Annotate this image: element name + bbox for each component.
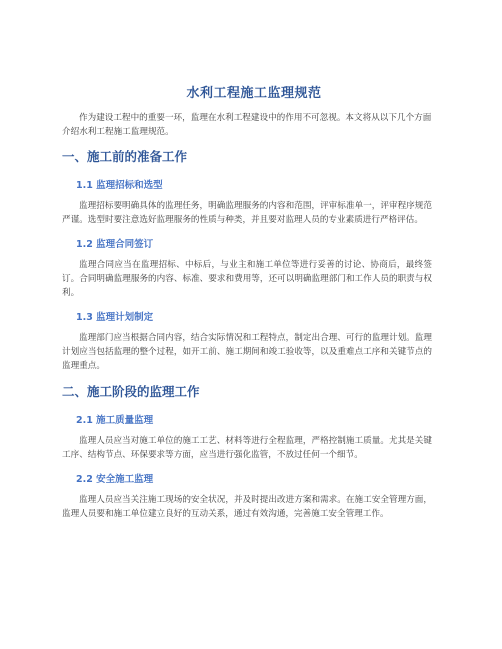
document-title: 水利工程施工监理规范 [186,86,322,101]
subsection-2-2 [62,471,432,521]
section-1 [62,147,432,373]
subsection-heading: 2.1 施工质量监理 [76,415,154,426]
subsection-heading: 1.2 监理合同签订 [76,239,154,250]
subsection-heading: 1.3 监理计划制定 [76,312,154,323]
subsection-2-1 [62,412,432,462]
subsection-paragraph: 监理部门应当根据合同内容，结合实际情况和工程特点，制定出合理、可行的监理计划。监理计划应当包括监理的整个过程，如开工前、施工期间和竣工验收等，以及重难点工序和关键节点的监理重点。 [62,333,432,371]
subsection-1-3 [62,309,432,373]
subsection-paragraph: 监理人员应当对施工单位的施工工艺、材料等进行全程监理，严格控制施工质量。尤其是关键工序、结构节点、环保要求等方面，应当进行强化监管，不放过任何一个细节。 [62,436,432,460]
subsection-1-1 [62,177,432,227]
subsection-paragraph: 监理合同应当在监理招标、中标后，与业主和施工单位等进行妥善的讨论、协商后，最终签订。合同明确监理服务的内容、标准、要求和费用等，还可以明确监理部门和工作人员的职责与权利。 [62,260,432,298]
section-2 [62,382,432,521]
subsection-paragraph: 监理招标要明确具体的监理任务，明确监理服务的内容和范围，评审标准单一，评审程序规范严谨。选型时要注意选好监理服务的性质与种类，并且要对监理人员的专业素质进行严格评估。 [62,201,432,225]
document-page [62,74,432,530]
section-heading: 一、施工前的准备工作 [62,149,188,164]
subsection-paragraph: 监理人员应当关注施工现场的安全状况，并及时提出改进方案和需求。在施工安全管理方面，监理人员要和施工单位建立良好的互动关系，通过有效沟通，完善施工安全管理工作。 [62,495,432,519]
subsection-heading: 1.1 监理招标和选型 [76,180,163,191]
intro-paragraph: 作为建设工程中的重要一环，监理在水利工程建设中的作用不可忽视。本文将从以下几个方面介绍水利工程施工监理规范。 [62,113,432,137]
subsection-1-2 [62,236,432,300]
subsection-heading: 2.2 安全施工监理 [76,474,154,485]
section-heading: 二、施工阶段的监理工作 [62,384,200,399]
